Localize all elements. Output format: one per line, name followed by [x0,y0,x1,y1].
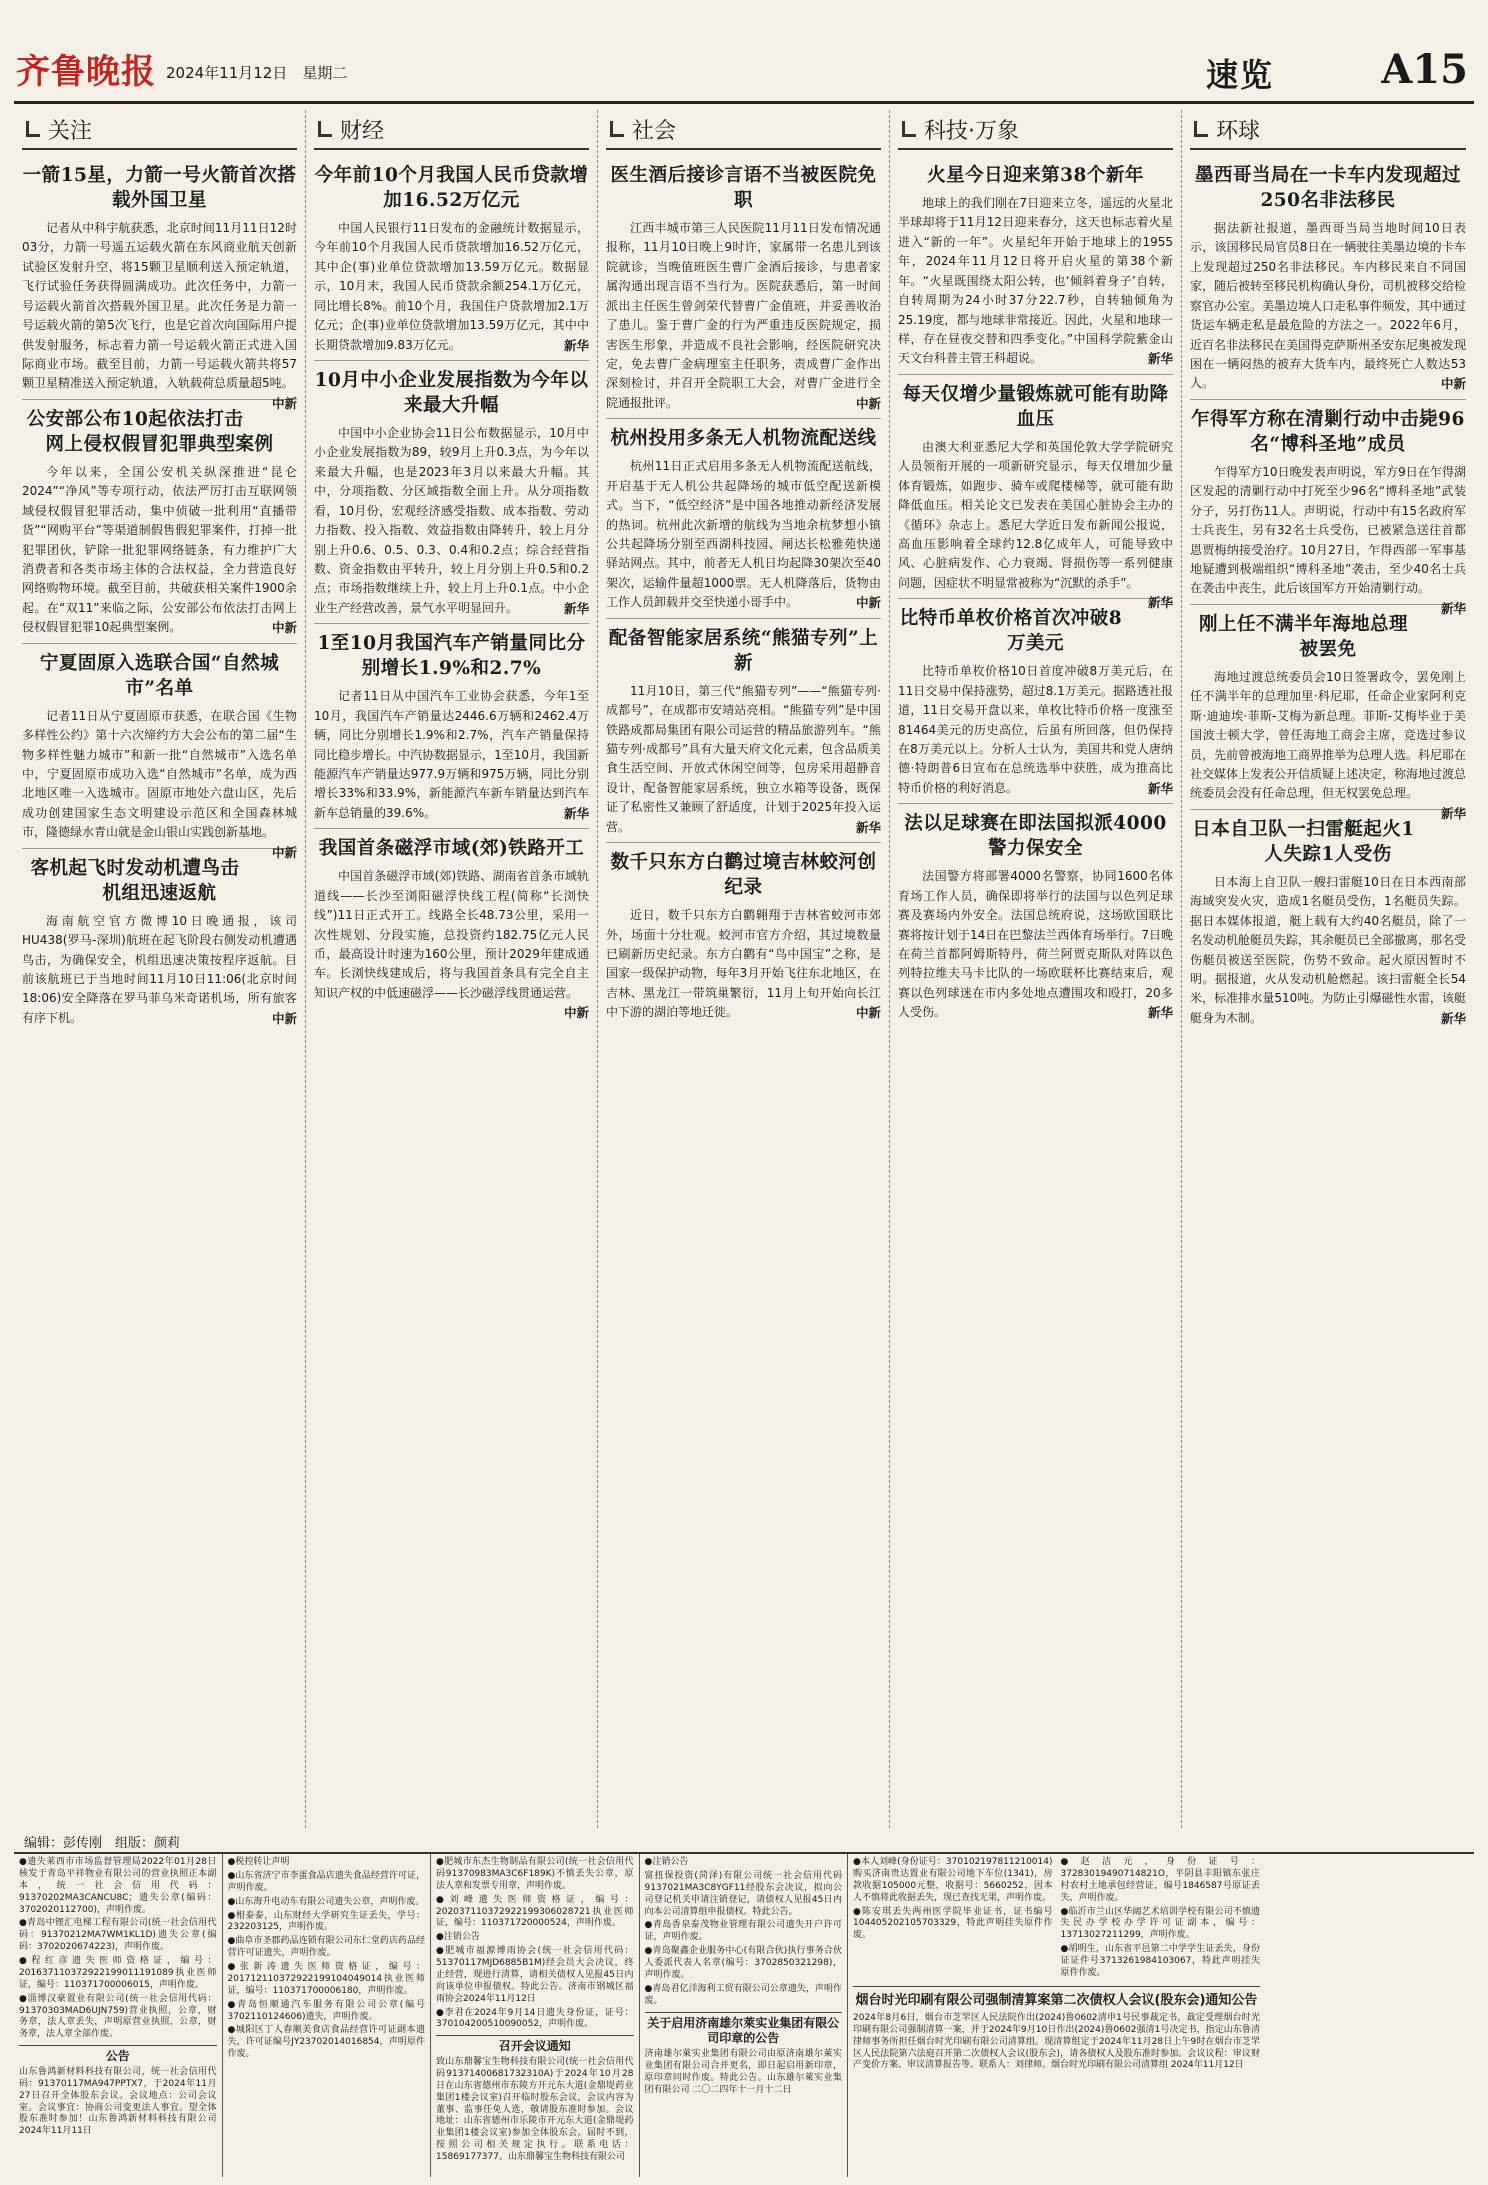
article-title: 医生酒后接诊言语不当被医院免职 [610,165,877,211]
section-title: 速览 [1205,56,1274,94]
notice-subcolumn [853,1857,1053,1982]
notice-item: ●赵洁元，身份证号：37283019490714821O，平阴县丰阳镇东张庄村农村土地承包经营证，编号1846587号原证丢失，声明作废。 [1060,1857,1260,1903]
article-title: 比特币单枚价格首次冲破8万美元 [899,608,1123,655]
notice-item: ●青岛香泉泰茂物业管理有限公司遗失开户许可证，声明作废。 [644,1920,842,1943]
column-focus [14,110,306,1828]
article [606,156,881,419]
notice-subcolumn [1061,1857,1261,1982]
article-body: 据法新社报道，墨西哥当局当地时间10日表示，该国移民局官员8日在一辆驶往美墨边境的卡车上发现超过250名非法移民。车内移民来自不同国家，随后被转至移民机构确认身份，司机被移交给检察官办公室。美墨边境人口走私事件频发，其中通过货运车辆走私是最危险的方法之一。2022年6月，近百名非法移民在美国得克萨斯州圣安东尼奥被发现困在一辆闷热的被弃大货车内，最终死亡人数达53人。 中新 [1190,219,1466,394]
notice-column [640,1854,849,2177]
article-title: 今年前10个月我国人民币贷款增加16.52万亿元 [314,165,589,211]
article [314,624,589,829]
article-source: 新华 [563,600,589,616]
article [898,599,1173,804]
notice-item: ●青岛恒顺通汽车服务有限公司公章(编号3702110124606)遗失，声明作废。 [227,1999,425,2022]
notice-item: ●山东省济宁市李蛋食品店遗失食品经营许可证，声明作废。 [227,1870,425,1893]
newspaper-logo: 齐鲁晚报 [16,52,156,92]
article [606,419,881,618]
notice-column [14,1854,223,2177]
notice-column [223,1854,432,2177]
article-body: 比特币单枚价格10日首度冲破8万美元后，在11日交易中保持涨势，超过8.1万美元。据路透社报道，11日交易开盘以来，单枚比特币价格一度涨至81464美元的历史高位，后虽有所回落，但仍保持在8万美元以上。分析人士认为，美国共和党人唐纳德·特朗普6日宣布在总统选举中获胜，成为推高比特币价格的利好消息。 新华 [898,662,1173,798]
article-body: 中国人民银行11日发布的金融统计数据显示，今年前10个月我国人民币贷款增加16.52万亿元，其中企(事)业单位贷款增加13.59万亿元。数据显示，10月末，我国人民币贷款余额254.1万亿元，同比增长8%。前10个月，我国住户贷款增加2.1万亿元；企(事)业单位贷款增加13.59万亿元，其中中长期贷款增加9.83万亿元。 新华 [314,219,589,355]
notice-item: ●张新涛遗失医师资格证，编号：201712110372922199104049014执业医师证，编号：110371700006180，声明作废。 [227,1962,425,1996]
article-title: 公安部公布10起依法打击网上侵权假冒犯罪典型案例 [26,408,274,455]
notice-box [645,2012,843,2097]
notice-item: ●城阳区丁人春顺美食店食品经营许可证副本遗失，许可证编号JY23702014016854，声明原件作废。 [227,2025,425,2060]
column-world [1182,110,1474,1828]
column-society [598,110,890,1828]
column-tech [890,110,1182,1828]
article-title: 数千只东方白鹳过境吉林蛟河创纪录 [610,852,877,899]
article-body: 地球上的我们刚在7日迎来立冬，遥远的火星北半球却将于11月12日迎来春分，这天也标志着火星进入“新的一年”。火星纪年开始于地球上的1955年，2024年11月12日将开启火星的第38个新年。“火星既围绕太阳公转，也‘倾斜着身子’自转，自转周期为24小时37分22.7秒，自转轴倾角为25.19度，都与地球非常接近。因此，火星和地球一样，存在昼夜交替和四季变化。”中国科学院紫金山天文台科普主管王科超说。 新华 [898,194,1173,369]
notice-box-body: 济南雄尔萊实业集团有限公司由原济南雄尔萊实业集团有限公司合并更名，即日起启用新印章，原印章同时作废。特此公告。山东雄尔萊实业集团有限公司 二〇二四年十一月十二日 [644,2049,842,2095]
article-title: 1至10月我国汽车产销量同比分别增长1.9%和2.7% [317,633,586,680]
notice-item: ●李君在2024年9月14日遗失身份证，证号：370104200510090052，声明作废。 [436,2007,634,2030]
column-header: 社会 [606,110,881,150]
notice-box-body: 致山东鼎馨宝生物科技有限公司(统一社会信用代码91371400681732310A)于2024年10月28日在山东省德州市东陵方开元东大道(金鼎堤药业集团1楼会议室)召开临时股东会议，会议内容为董事、监事任免人选，敬请股东准时参加。会议地址：山东省德州市乐陵市开元东大道(金鼎堤药业集团1楼会议室)参加全体股东会。届时不到，按照公司相关规定执行。联系电话：15869177377。山东鼎馨宝生物科技有限公司 [436,2057,634,2163]
article-title: 法以足球赛在即法国拟派4000警力保安全 [904,813,1167,860]
article-title: 配备智能家居系统“熊猫专列”上新 [608,627,879,674]
article-source: 中新 [271,844,297,860]
notice-item: ●肥城市东杰生物制品有限公司(统一社会信用代码91370983MA3C6F189K)不慎丢失公章，原法人章和发票专用章，声明作废。 [436,1857,634,1891]
article [898,156,1173,375]
notice-item: ●税控转让声明 [227,1857,290,1867]
article-title: 一箭15星，力箭一号火箭首次搭载外国卫星 [22,165,297,211]
notice-item: ●山东海升电动车有限公司遗失公章，声明作废。 [227,1896,425,1907]
notice-item: ●本人刘峰(身份证号：370102197811210014)购买济南贵达置业有限公司地下车位(1341)，房款收据105000元整，收据号：5660252，因本人不慎将此收据丢失，现已查找无果，声明作废。 [853,1857,1053,1903]
article-title: 刚上任不满半年海地总理被罢免 [1198,613,1408,660]
article [22,400,297,644]
article [1190,605,1467,821]
page-number: A15 [1381,46,1468,93]
column-header: 关注 [22,110,297,150]
article-source: 新华 [1147,595,1173,611]
news-columns [14,110,1474,1828]
notice-item: ●遗失莱西市市场监督管理局2022年01月28日核发于青岛平祥物业有限公司的营业执照正本副本，统一社会信用代码：91370202MA3CANCU8C；遗失公章(编码：3702020112700)，声明作废。 [19,1857,217,1915]
article [898,804,1173,1027]
article-source: 新华 [563,337,589,353]
article-title: 我国首条磁浮市域(郊)铁路开工 [318,838,585,860]
column-header: 科技·万象 [898,110,1173,150]
article-body: 近日，数千只东方白鹳翱翔于吉林省蛟河市郊外，场面十分壮观。蛟河市官方介绍，其过境数量已刷新历史纪录。东方白鹳有“鸟中国宝”之称，是国家一级保护动物，每年3月开始飞往东北地区，在吉林、黑龙江一带筑巢繁衍，11月上旬开始向长江中下游的湖泊等地迁徙。 中新 [606,906,881,1023]
article-title: 墨西哥当局在一卡车内发现超过250名非法移民 [1194,165,1461,211]
article-body: 今年以来，全国公安机关纵深推进“昆仑2024”“净风”等专项行动，依法严厉打击互联网领域侵权假冒犯罪活动，集中侦破一批利用“直播带货”“网购平台”等渠道制假售假犯罪案件，打掉一批犯罪团伙，铲除一批犯罪网络链条，有力维护广大消费者和各类市场主体的合法权益，全力营造良好网络购物环境。截至目前，共破获相关案件1900余起。在“双11”来临之际，公安部公布依法打击网上侵权假冒犯罪10起典型案例。 中新 [22,463,297,638]
article-source: 新华 [1440,600,1466,616]
notice-box-title: 烟台时光印刷有限公司强制清算案第二次债权人会议(股东会)通知公告 [855,1992,1258,2008]
article-body: 记者11日从中国汽车工业协会获悉，今年1至10月，我国汽车产销量达2446.6万辆和2462.4万辆，同比分别增长1.9%和2.7%，汽车产销量保持同比稳步增长。中汽协数据显示，1至10月，我国新能源汽车产销量达977.9万辆和975万辆，同比分别增长33%和33.9%，新能源汽车新车销量达到汽车新车总销量的39.6%。 新华 [314,687,589,823]
article [898,375,1173,611]
corner-arrow-icon [606,119,626,139]
article-title: 火星今日迎来第38个新年 [927,165,1144,186]
notice-item: ●青岛君亿洋海利工贸有限公司公章遗失，声明作废。 [644,1983,842,2006]
article-body: 江西丰城市第三人民医院11月11日发布情况通报称，11月10日晚上9时许，家属带一名患儿到该院就诊，当晚值班医生曹广金酒后接诊，与患者家属沟通出现言语不当行为。医院获悉后，第一时间派出主任医生曾剑荣代替曹广金值班，并妥善收治了患儿。鉴于曹广金的行为严重违反医院规定，损害医生形象，并造成不良社会影响，经医院研究决定，免去曹广金病理室主任职务，责成曹广金作出深刻检讨，并召开全院职工大会，对曹广金进行全院通报批评。 中新 [606,219,881,413]
article [22,644,297,860]
notice-item: 富扭保投资(菏泽)有限公司统一社会信用代码9137021MA3C8YGF11经股东会决议，拟向公司登记机关申请注销登记，请债权人见报45日内向本公司清算组申报债权。特此公告。 [644,1870,842,1917]
corner-arrow-icon [314,119,334,139]
notice-box-title: 关于启用济南雄尔萊实业集团有限公司印章的公告 [647,2015,840,2046]
editor-credit: 编辑：彭传刚 组版：颜莉 [24,1836,181,1851]
weekday: 星期二 [302,64,348,82]
notice-box-title: 召开会议通知 [498,2039,571,2054]
notice-item: ●淄博汉豪置业有限公司(统一社会信用代码：91370303MAD6UJN759)营业执照，公章，财务章，法人章丢失，声明原营业执照，公章，财务章，法人章全部作废。 [19,1993,217,2040]
notice-column-wide [848,1854,1265,2177]
article [606,843,881,1028]
notice-box [436,2035,634,2164]
article-source: 中新 [563,1005,589,1021]
article-source: 新华 [1147,351,1173,367]
notice-item: ●陈安琪丢失两州医学院毕业证书，证书编号104405202105703329，特此声明挂失原件作废。 [853,1906,1053,1941]
notice-box-body: 山东鲁鸿新材料科技有限公司，统一社会信用代码：91370117MA947PPTX7，于2024年11月27日召开全体股东会议。会议地点：公司会议室。会议事宜：协商公司变更法人事宜。望全体股东准时参加！山东鲁鸿新材料科技有限公司 2024年11月11日 [19,2066,217,2137]
article-body: 由澳大利亚悉尼大学和英国伦敦大学学院研究人员领衔开展的一项新研究显示，每天仅增加少量体育锻炼，如跑步、骑车或爬楼梯等，就可能有助降低血压。相关论文已发表在美国心脏协会主办的《循环》杂志上。悉尼大学近日发布新闻公报说，高血压影响着全球约12.8亿成年人，可能导致中风、心脏病发作、心力衰竭、肾损伤等一系列健康问题，因症状不明显常被称为“沉默的杀手”。 新华 [898,438,1173,594]
article-source: 新华 [1440,1010,1466,1026]
notice-box-body: 2024年8月6日，烟台市芝罘区人民法院作出(2024)鲁0602清申1号民事裁定书，裁定受理烟台时光印刷有限公司强制清算一案，并于2024年9月10日作出(2024)鲁0602强清1号决定书，指定山东鲁清律师事务所担任烟台时光印刷有限公司清算组。现清算组定于2024年11月28日上午9时在烟台市芝罘区人民法院第六法庭召开第二次债权人会议(股东会)，请各债权人及股东准时参加。会议议程：审议财产变价方案、审议清算报告等。联系人：刘律师。烟台时光印刷有限公司清算组 2024年11月12日 [853,2012,1260,2071]
notice-item: ●曲阜市圣郡药品连锁有限公司东仁堂药店药品经营许可证遗失，声明作废。 [227,1936,425,1959]
article-body: 中国中小企业协会11日公布数据显示，10月中小企业发展指数为89，较9月上升0.3点，为今年以来最大升幅，也是2023年3月以来最大升幅。其中，分项指数、分区域指数全面上升。从分项指数看，10月份，宏观经济感受指数、成本指数、劳动力指数、投入指数、效益指数由降转升，较上月分别上升0.6、0.5、0.3、0.4和0.2点；综合经营指数、资金指数由平转升，较上月分别上升0.5和0.2点；市场指数继续上升，较上月上升0.1点。中小企业生产经营改善，景气水平明显回升。 新华 [314,424,589,618]
article [22,156,297,411]
notice-box-title: 公告 [105,2049,130,2064]
article [314,829,589,1021]
notice-box [19,2045,217,2138]
article-source: 新华 [1147,780,1173,796]
column-header: 财经 [314,110,589,150]
article [606,619,881,843]
column-header: 环球 [1190,110,1466,150]
notice-item: ●程红彦遗失医师资格证，编号：201637110372922199011191089执业医师证，编号：110371700006015，声明作废。 [19,1956,217,1990]
notice-box [853,1986,1260,2073]
article [1190,810,1466,1033]
article-source: 新华 [1440,805,1466,821]
article-source: 中新 [1440,376,1466,392]
article-body: 海南航空官方微博10日晚通报，该司HU438(罗马-深圳)航班在起飞阶段右侧发动机遭遇鸟击，为确保安全，机组迅速决策按程序返航。目前该航班已于当地时间11月10日11:06(北京时间18:06)安全降落在罗马菲乌米奇诺机场，所有旅客有序下机。 中新 [22,912,297,1029]
notice-item: ●胡明生，山东省平邑第二中学学生证丢失，身份证证件号3713261984103067，特此声明挂失原件作废。 [1060,1944,1260,1978]
notice-item: ●临沂市兰山区华阔艺术培训学校有限公司不慎遗失民办学校办学许可证副本，编号：13713027211299，声明作废。 [1060,1906,1260,1941]
article-title: 日本自卫队一扫雷艇起火1人失踪1人受伤 [1192,818,1415,865]
article-body: 中国首条磁浮市域(郊)铁路、湖南省首条市域轨道线——长沙至浏阳磁浮快线工程(简称“长浏快线”)11日正式开工。线路全长48.73公里，采用一次性规划、分段实施，总投资约182.75亿元人民币，最高设计时速为160公里，预计2029年建成通车。长浏快线建成后，将与我国首条具有完全自主知识产权的中低速磁浮——长沙磁浮线贯通运营。 中新 [314,867,589,1003]
article-source: 中新 [271,620,297,636]
column-finance [306,110,598,1828]
article-body: 日本海上自卫队一艘扫雷艇10日在日本西南部海域突发火灾，造成1名艇员受伤，1名艇员失踪。据日本媒体报道，艇上载有大约40名艇员，除了一名发动机舱艇员失踪，其余艇员已全部撤离，那名受伤艇员被送至医院，伤势不致命。起火原因暂时不明。据报道，火从发动机舱燃起。该扫雷艇全长54米，标准排水量510吨。为防止引爆磁性水雷，该艇艇身为木制。 新华 [1190,873,1466,1029]
article-body: 记者11日从宁夏固原市获悉，在联合国《生物多样性公约》第十六次缔约方大会公布的第二届“生物多样性魅力城市”和新一批“自然城市”入选名单中，宁夏固原市成功入选“自然城市”名单，成为西北地区唯一入选城市。固原市地处六盘山区，先后成功创建国家生态文明建设示范区和全国森林城市，隆德绿水青山就是金山银山实践创新基地。 中新 [22,707,297,843]
notice-item: ●注销公告 [644,1857,689,1867]
notice-item: ●青岛中锂汇电梯工程有限公司(统一社会信用代码：91370212MA7WM1KL1D)遗失公章(编码：3702020674223)，声明作废。 [19,1918,217,1953]
article-source: 中新 [855,395,881,411]
article-source: 新华 [855,819,881,835]
article-source: 新华 [1147,1005,1173,1021]
dateline [166,62,347,83]
corner-arrow-icon [22,119,42,139]
article [314,361,589,624]
notice-item: ●刘峰遗失医师资格证，编号：202037110372922199306028721执业医师证，编号：110371720000524，声明作废。 [436,1894,634,1929]
article [314,156,589,361]
article [1190,400,1466,616]
issue-date: 2024年11月12日 [166,64,288,82]
article-body: 记者从中科宇航获悉，北京时间11月11日12时03分，力箭一号遥五运载火箭在东风商业航天创新试验区发射升空，将15颗卫星顺利送入预定轨道，飞行试验任务获得圆满成功。此次任务中，力箭一号运载火箭首次搭载外国卫星。此次任务是力箭一号运载火箭的第5次飞行，也是它首次向国际用户提供发射服务，标志着力箭一号运载火箭正式进入国际商业市场。截至目前，力箭一号运载火箭共将57颗卫星精准送入预定轨道，入轨载荷总质量超5吨。 中新 [22,219,297,394]
notice-item: ●青岛聚鑫企业服务中心(有限合伙)执行事务合伙人委派代表人名章(编号：3702850321298)，声明作废。 [644,1946,842,1980]
article-title: 10月中小企业发展指数为今年以来最大升幅 [314,370,589,416]
article-title: 每天仅增少量锻炼就可能有助降血压 [902,383,1169,430]
corner-arrow-icon [1190,119,1210,139]
notice-item: ●相泰泰，山东财经大学研究生证丢失，学号：232203125，声明作废。 [227,1910,425,1933]
article-title: 乍得军方称在清剿行动中击毙96名“博科圣地”成员 [1191,408,1465,455]
corner-arrow-icon [898,119,918,139]
article-body: 杭州11日正式启用多条无人机物流配送航线，开启基于无人机公共起降场的城市低空配送新模式。当下，“低空经济”是中国各地推动新经济发展的热词。杭州此次新增的航线为当地余杭梦想小镇公共起降场分别至西湖科技园、闸达长松雅苑快递驿站网点。其中，前者无人机日均起降30架次至40架次，运输件量超1000票。无人机降落后，货物由工作人员卸载并交至快递小哥手中。 中新 [606,457,881,613]
article-title: 客机起飞时发动机遭鸟击机组迅速返航 [30,857,240,904]
article [1190,156,1466,400]
article-source: 中新 [271,1010,297,1026]
article-source: 新华 [563,805,589,821]
article-body: 海地过渡总统委员会10日签署政令，罢免刚上任不满半年的总理加里·科尼耶，任命企业家阿利克斯·迪迪埃·菲斯-艾梅为新总理。菲斯-艾梅毕业于美国波士顿大学，曾任海地工商会主席，竞选过参议员，先前曾被海地工商界推举为总理人选。科尼耶在社交媒体上发表公开信质疑上述决定，称海地过渡总统委员会没有任命总理，但无权罢免总理。 新华 [1190,668,1466,804]
article-body: 乍得军方10日晚发表声明说，军方9日在乍得湖区发起的清剿行动中打死至少96名“博科圣地”武装分子，另打伤11人。声明说，行动中有15名政府军士兵丧生，另有32名士兵受伤，已被紧急送往首都恩贾梅纳接受治疗。10月27日，乍得西部一军事基地疑遭到极端组织“博科圣地”袭击，至少40名士兵在袭击中丧生，此后该国军方开始清剿行动。 新华 [1190,463,1466,599]
article-source: 中新 [855,1005,881,1021]
article-source: 中新 [855,595,881,611]
article [22,849,297,1034]
masthead [14,34,1474,104]
article-title: 杭州投用多条无人机物流配送线 [610,428,877,450]
article-source: 中新 [271,395,297,411]
article-body: 法国警方将部署4000名警察，协同1600名体育场工作人员，确保即将举行的法国与以色列足球赛及赛场内外安全。法国总统府说，这场欧国联比赛将按计划于14日在巴黎法兰西体育场举行。7日晚在荷兰首都阿姆斯特丹，荷兰阿贾克斯队对阵以色列特拉维夫马卡比队的一场欧联杯比赛结束后，观赛以色列球迷在市内多处地点遭围攻和殴打，20多人受伤。 新华 [898,867,1173,1023]
notice-item: ●注销公告 [436,1932,480,1943]
article-body: 11月10日，第三代“熊猫专列”——“熊猫专列·成都号”，在成都市安靖站亮相。“熊猫专列”是中国铁路成都局集团有限公司运营的精品旅游列车。“熊猫专列·成都号”具有大量天府文化元素，包含品质美食生活空间、开放式休闲空间等，包房采用超静音设计，配备智能家居系统，独立水箱等设备，既保证了私密性又兼顾了舒适度，计划于2025年投入运营。 新华 [606,682,881,838]
classified-notices [14,1852,1474,2177]
notice-column [431,1854,640,2177]
notice-item: ●肥城市福源博雨协会(统一社会信用代码：51370117MJD6885B1M)经会员大会决议，终止经营，现进行清算，请相关债权人见报45日内向该单位申报债权。特此公告。济南市钢城区福雨协会2024年11月12日 [436,1946,634,2004]
article-title: 宁夏固原入选联合国“自然城市”名单 [39,652,280,699]
